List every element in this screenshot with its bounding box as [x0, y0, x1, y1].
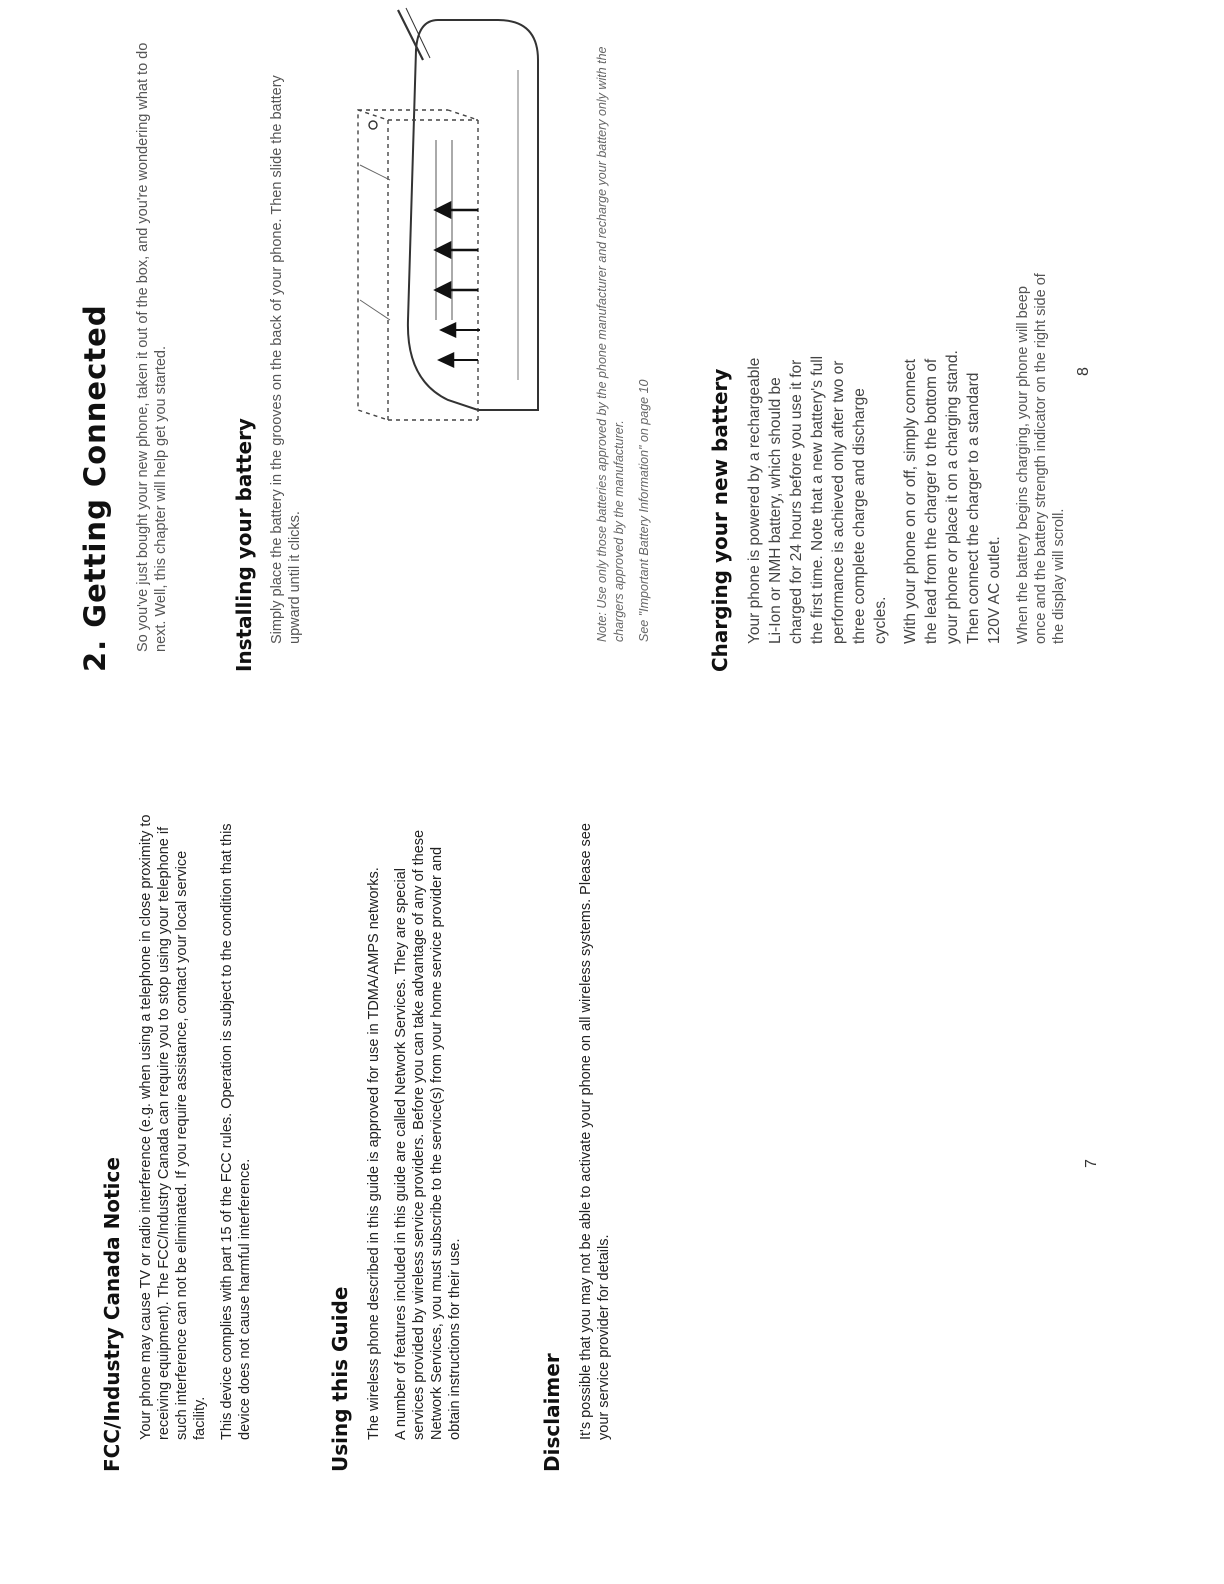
page-7 — [0, 792, 1224, 1584]
battery-info-reference: See "Important Battery Information" on page 10 — [637, 379, 651, 642]
fcc-paragraph-1: Your phone may cause TV or radio interference (e.g. when using a telephone in close proximity to receiving equipment). The FCC/Industry Canada can require you to stop using your telephone if such interference can not be eliminated. If you require assistance, contact your local service facility. — [138, 814, 208, 1440]
disclaimer-section — [540, 812, 613, 1472]
notes-section — [594, 22, 653, 642]
charging-paragraph-2: With your phone on or off, simply connect the lead from the charger to the bottom of your phone or place it on a charging stand. Then connect the charger to a standard 120V AC outlet. — [902, 350, 1003, 644]
guide-paragraph-2: A number of features included in this guide are called Network Services. They are special services provided by wireless service providers. Before you can take advantage of any of these Network Services, you must subscribe to the service(s) from your home service provider and obtain instructions for their use. — [393, 829, 463, 1440]
fcc-heading: FCC/Industry Canada Notice — [100, 1157, 124, 1472]
charging-paragraph-1: Your phone is powered by a rechargeable Li-Ion or NMH battery, which should be charged for 24 hours before you use it for the first time. Note that a new battery's full performance is achieved only after two or three complete charge and discharge cycles. — [746, 355, 889, 644]
installing-paragraph: Simply place the battery in the grooves on the back of your phone. Then slide the battery upward until it clicks. — [269, 75, 303, 644]
guide-heading: Using this Guide — [328, 1286, 352, 1472]
charging-paragraph-3: When the battery begins charging, your phone will beep once and the battery strength indicator on the right side of the display will scroll. — [1015, 273, 1067, 644]
installing-heading: Installing your battery — [232, 418, 256, 672]
guide-paragraph-1: The wireless phone described in this guide is approved for use in TDMA/AMPS networks. — [366, 867, 382, 1440]
battery-installation-illustration — [328, 0, 568, 440]
intro-paragraph: So you've just bought your new phone, taken it out of the box, and you're wondering what to do next. Well, this chapter will help get you started. — [135, 42, 169, 652]
charging-section — [708, 12, 1068, 672]
page-number-7: 7 — [1083, 1159, 1100, 1168]
disclaimer-paragraph: It's possible that you may not be able to activate your phone on all wireless systems. Please see your service provider for details. — [578, 823, 612, 1440]
installing-section — [232, 12, 304, 672]
disclaimer-heading: Disclaimer — [540, 1353, 564, 1472]
chapter-title: 2. Getting Connected — [78, 304, 112, 672]
fcc-section — [100, 812, 254, 1472]
fcc-paragraph-2: This device complies with part 15 of the FCC rules. Operation is subject to the condition that this device does not cause harmful interference. — [219, 823, 253, 1440]
chapter-title-block — [78, 12, 112, 672]
guide-section — [328, 812, 464, 1472]
battery-note: Note: Use only those batteries approved by the phone manufacturer and recharge your battery only with the chargers approved by the manufacturer. — [595, 46, 626, 642]
intro-section — [134, 22, 170, 652]
page-number-8: 8 — [1075, 367, 1092, 376]
charging-heading: Charging your new battery — [708, 368, 732, 672]
